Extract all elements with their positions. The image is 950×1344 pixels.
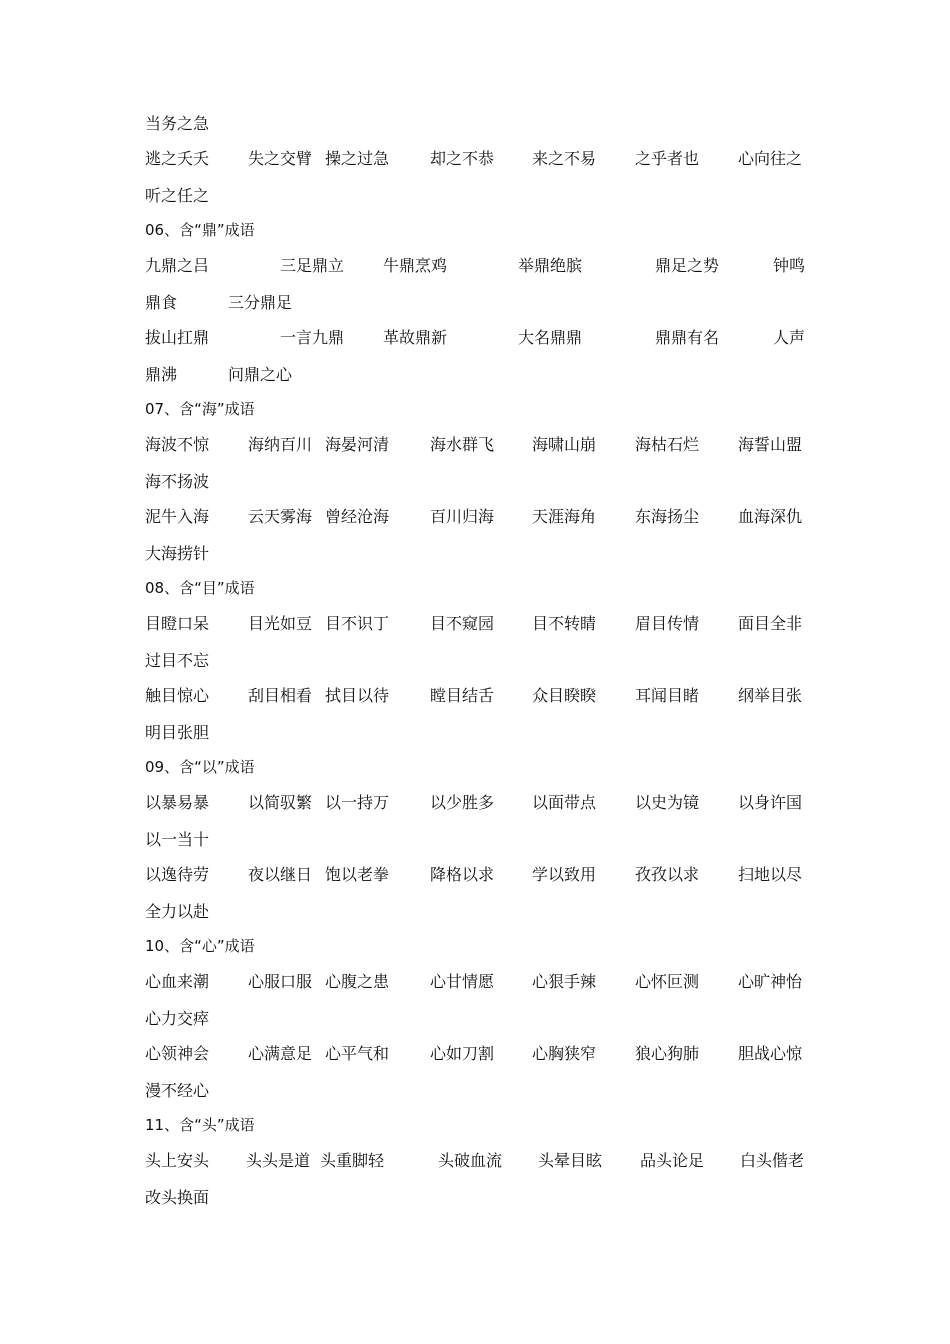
idiom: 目瞪口呆 xyxy=(145,614,210,633)
idiom: 目不窥园 xyxy=(430,614,495,633)
text-line xyxy=(0,649,950,673)
text-line xyxy=(0,363,950,387)
idiom: 鼎沸 xyxy=(145,365,178,384)
idiom: 目不识丁 xyxy=(325,614,390,633)
idiom: 面目全非 xyxy=(738,614,803,633)
idiom: 鼎足之势 xyxy=(655,256,720,275)
idiom: 九鼎之吕 xyxy=(145,256,210,275)
idiom: 血海深仇 xyxy=(738,507,803,526)
idiom-row xyxy=(0,612,950,636)
idiom: 心力交瘁 xyxy=(145,1009,210,1028)
idiom: 以暴易暴 xyxy=(145,793,210,812)
idiom: 天涯海角 xyxy=(532,507,597,526)
idiom: 一言九鼎 xyxy=(280,328,345,347)
idiom: 心旷神怡 xyxy=(738,972,803,991)
idiom: 瞠目结舌 xyxy=(430,686,495,705)
idiom: 漫不经心 xyxy=(145,1081,210,1100)
idiom: 头头是道 xyxy=(246,1151,311,1170)
idiom: 牛鼎烹鸡 xyxy=(383,256,448,275)
idiom: 云天雾海 xyxy=(248,507,313,526)
idiom: 降格以求 xyxy=(430,865,495,884)
text-line xyxy=(0,1186,950,1210)
text-line xyxy=(0,1007,950,1031)
idiom: 泥牛入海 xyxy=(145,507,210,526)
idiom: 操之过急 xyxy=(325,149,390,168)
idiom: 海水群飞 xyxy=(430,435,495,454)
idiom: 以简驭繁 xyxy=(248,793,313,812)
idiom: 头上安头 xyxy=(145,1151,210,1170)
idiom: 心胸狭窄 xyxy=(532,1044,597,1063)
heading-text: 10、含“心”成语 xyxy=(145,937,255,955)
section-heading xyxy=(0,576,950,600)
heading-text: 08、含“目”成语 xyxy=(145,579,255,597)
idiom: 鼎鼎有名 xyxy=(655,328,720,347)
idiom: 逃之夭夭 xyxy=(145,149,210,168)
idiom: 触目惊心 xyxy=(145,686,210,705)
idiom: 却之不恭 xyxy=(430,149,495,168)
idiom: 之乎者也 xyxy=(635,149,700,168)
text-line xyxy=(0,184,950,208)
section-heading xyxy=(0,218,950,242)
text-line xyxy=(0,291,950,315)
section-heading xyxy=(0,934,950,958)
idiom: 白头偕老 xyxy=(740,1151,805,1170)
idiom: 全力以赴 xyxy=(145,902,210,921)
idiom: 海枯石烂 xyxy=(635,435,700,454)
idiom: 头晕目眩 xyxy=(538,1151,603,1170)
idiom-row xyxy=(0,433,950,457)
idiom: 心腹之患 xyxy=(325,972,390,991)
idiom: 心满意足 xyxy=(248,1044,313,1063)
idiom: 胆战心惊 xyxy=(738,1044,803,1063)
idiom: 眉目传情 xyxy=(635,614,700,633)
section-heading xyxy=(0,397,950,421)
idiom: 心血来潮 xyxy=(145,972,210,991)
idiom: 大海捞针 xyxy=(145,544,210,563)
idiom: 过目不忘 xyxy=(145,651,210,670)
text-line xyxy=(0,900,950,924)
idiom: 心服口服 xyxy=(248,972,313,991)
idiom: 以身许国 xyxy=(738,793,803,812)
idiom: 心甘情愿 xyxy=(430,972,495,991)
idiom-row xyxy=(0,791,950,815)
idiom: 海纳百川 xyxy=(248,435,313,454)
text-line xyxy=(0,112,950,136)
idiom: 饱以老拳 xyxy=(325,865,390,884)
idiom: 以面带点 xyxy=(532,793,597,812)
idiom: 夜以继日 xyxy=(248,865,313,884)
idiom: 大名鼎鼎 xyxy=(518,328,583,347)
heading-text: 11、含“头”成语 xyxy=(145,1116,255,1134)
idiom: 问鼎之心 xyxy=(228,365,293,384)
idiom: 目光如豆 xyxy=(248,614,313,633)
idiom: 心平气和 xyxy=(325,1044,390,1063)
idiom: 以逸待劳 xyxy=(145,865,210,884)
idiom-row xyxy=(0,1149,950,1173)
idiom: 当务之急 xyxy=(145,114,210,133)
idiom: 来之不易 xyxy=(532,149,597,168)
idiom: 举鼎绝膑 xyxy=(518,256,583,275)
idiom: 扫地以尽 xyxy=(738,865,803,884)
idiom: 以一当十 xyxy=(145,830,210,849)
text-line xyxy=(0,828,950,852)
heading-text: 09、含“以”成语 xyxy=(145,758,255,776)
idiom: 三足鼎立 xyxy=(280,256,345,275)
idiom: 狼心狗肺 xyxy=(635,1044,700,1063)
idiom: 学以致用 xyxy=(532,865,597,884)
idiom-row xyxy=(0,970,950,994)
idiom: 钟鸣 xyxy=(773,256,806,275)
idiom: 以少胜多 xyxy=(430,793,495,812)
idiom: 纲举目张 xyxy=(738,686,803,705)
idiom: 明目张胆 xyxy=(145,723,210,742)
idiom-row xyxy=(0,684,950,708)
heading-text: 06、含“鼎”成语 xyxy=(145,221,255,239)
idiom: 心向往之 xyxy=(738,149,803,168)
text-line xyxy=(0,721,950,745)
idiom-row xyxy=(0,147,950,171)
idiom: 革故鼎新 xyxy=(383,328,448,347)
idiom: 刮目相看 xyxy=(248,686,313,705)
idiom: 以史为镜 xyxy=(635,793,700,812)
idiom: 心怀叵测 xyxy=(635,972,700,991)
idiom: 头重脚轻 xyxy=(320,1151,385,1170)
idiom: 海波不惊 xyxy=(145,435,210,454)
idiom: 海晏河清 xyxy=(325,435,390,454)
idiom: 心狠手辣 xyxy=(532,972,597,991)
idiom: 海誓山盟 xyxy=(738,435,803,454)
idiom: 三分鼎足 xyxy=(228,293,293,312)
idiom: 人声 xyxy=(773,328,806,347)
idiom: 曾经沧海 xyxy=(325,507,390,526)
idiom-row xyxy=(0,326,950,350)
idiom: 耳闻目睹 xyxy=(635,686,700,705)
idiom: 头破血流 xyxy=(438,1151,503,1170)
idiom: 心如刀割 xyxy=(430,1044,495,1063)
idiom: 心领神会 xyxy=(145,1044,210,1063)
idiom: 改头换面 xyxy=(145,1188,210,1207)
heading-text: 07、含“海”成语 xyxy=(145,400,255,418)
idiom: 孜孜以求 xyxy=(635,865,700,884)
idiom: 听之任之 xyxy=(145,186,210,205)
idiom-row xyxy=(0,254,950,278)
idiom: 拔山扛鼎 xyxy=(145,328,210,347)
idiom: 海啸山崩 xyxy=(532,435,597,454)
idiom: 众目睽睽 xyxy=(532,686,597,705)
text-line xyxy=(0,1079,950,1103)
idiom: 目不转睛 xyxy=(532,614,597,633)
idiom-row xyxy=(0,1042,950,1066)
idiom-row xyxy=(0,863,950,887)
idiom: 品头论足 xyxy=(640,1151,705,1170)
idiom: 失之交臂 xyxy=(248,149,313,168)
idiom: 百川归海 xyxy=(430,507,495,526)
idiom: 拭目以待 xyxy=(325,686,390,705)
text-line xyxy=(0,542,950,566)
section-heading xyxy=(0,1113,950,1137)
idiom: 以一持万 xyxy=(325,793,390,812)
idiom: 海不扬波 xyxy=(145,472,210,491)
text-line xyxy=(0,470,950,494)
section-heading xyxy=(0,755,950,779)
idiom: 东海扬尘 xyxy=(635,507,700,526)
idiom-row xyxy=(0,505,950,529)
idiom: 鼎食 xyxy=(145,293,178,312)
